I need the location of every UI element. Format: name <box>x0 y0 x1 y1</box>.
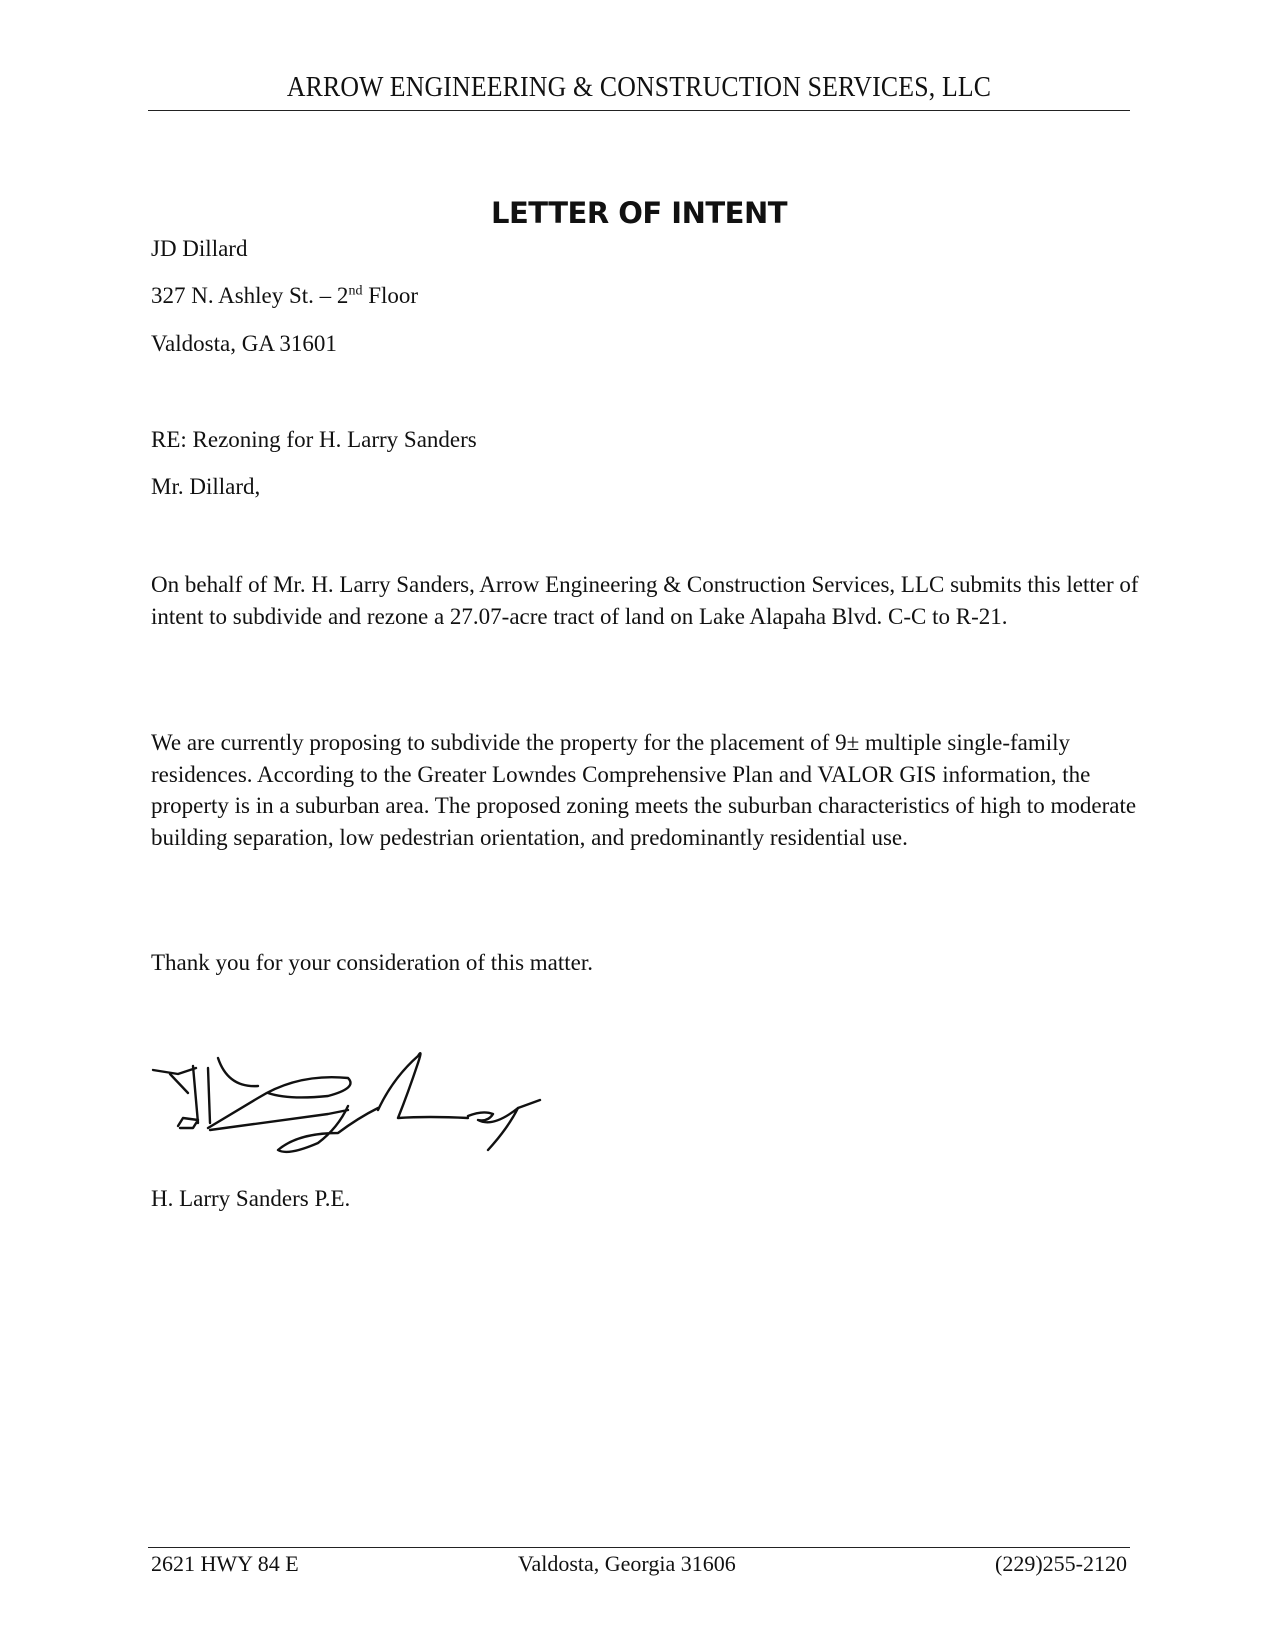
header-divider <box>148 110 1130 111</box>
signer-name: H. Larry Sanders P.E. <box>151 1186 351 1211</box>
body-paragraph-2: We are currently proposing to subdivide the property for the placement of 9± multiple single-family residences. According to the Greater Lowndes Comprehensive Plan and VALOR GIS information, the property is in a suburban area. The proposed zoning meets the suburban characteristics of high to moderate building separation, low pedestrian orientation, and predominantly residential use. <box>151 730 1137 850</box>
recipient-name: JD Dillard <box>151 236 248 261</box>
recipient-address <box>151 283 418 309</box>
footer-city: Valdosta, Georgia 31606 <box>518 1551 736 1576</box>
address-superscript: nd <box>348 283 363 299</box>
closing-paragraph: Thank you for your consideration of this matter. <box>151 950 594 975</box>
company-letterhead: ARROW ENGINEERING & CONSTRUCTION SERVICES, LLC <box>286 72 992 103</box>
salutation: Mr. Dillard, <box>151 474 261 499</box>
address-floor: Floor <box>362 283 419 308</box>
address-text: 327 N. Ashley St. – 2 <box>151 283 349 308</box>
footer-address: 2621 HWY 84 E <box>151 1551 299 1576</box>
re-line: RE: Rezoning for H. Larry Sanders <box>151 427 477 452</box>
document-title: LETTER OF INTENT <box>490 196 788 230</box>
handwritten-signature <box>148 1038 578 1158</box>
footer-phone: (229)255-2120 <box>995 1551 1127 1576</box>
footer-divider <box>148 1547 1130 1548</box>
body-paragraph-1: On behalf of Mr. H. Larry Sanders, Arrow Engineering & Construction Services, LLC submits this letter of intent to subdivide and rezone a 27.07-acre tract of land on Lake Alapaha Blvd. C-C to R-21. <box>151 572 1139 629</box>
recipient-city: Valdosta, GA 31601 <box>151 331 337 356</box>
